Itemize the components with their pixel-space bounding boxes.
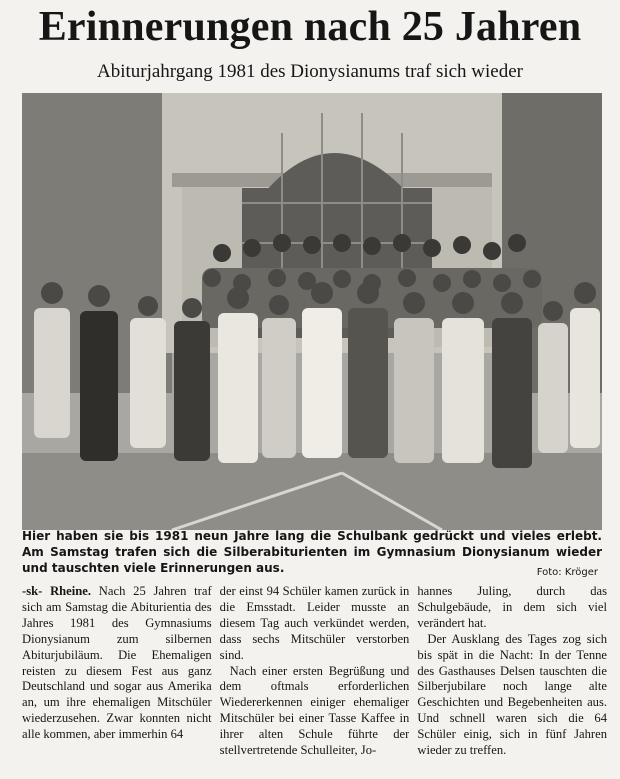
article-column-3 bbox=[417, 584, 607, 776]
headline: Erinnerungen nach 25 Jahren bbox=[38, 4, 582, 50]
article-paragraph: der einst 94 Schüler kamen zurück in die Emsstadt. Leider musste an diesem Tag auch verkündet werden, dass sechs Mitschüler verstorben sind. bbox=[219, 584, 410, 662]
article-paragraph: hannes Juling, durch das Schulgebäude, in dem sich viel verändert hat. bbox=[417, 584, 608, 630]
article-column-2 bbox=[220, 584, 410, 776]
article-paragraph: Der Ausklang des Tages zog sich bis spät in die Nacht: In der Tenne des Gasthauses Delsen tauschten die Silberjubilare noch lange alte Geschichten und Begebenheiten aus. Und schnell waren sich die 64 Schüler einig, sich in fünf Jahren wieder zu treffen. bbox=[417, 631, 608, 758]
article-column-1 bbox=[22, 584, 212, 776]
group-photo-illustration bbox=[22, 93, 602, 530]
article-paragraph bbox=[22, 584, 212, 743]
group-photo bbox=[22, 93, 602, 530]
byline: -sk- bbox=[22, 584, 43, 598]
dateline-place: Rheine. bbox=[50, 584, 92, 598]
photo-caption: Hier haben sie bis 1981 neun Jahre lang die Schulbank gedrückt und vieles erlebt. Am Samstag trafen sich die Silberabiturienten im Gymnasium Dionysianum wieder und tauschten viele Erinnerungen aus. bbox=[22, 529, 602, 575]
article-body bbox=[22, 584, 607, 776]
subheadline: Abiturjahrgang 1981 des Dionysianums traf sich wieder bbox=[96, 61, 523, 82]
article-paragraph: Nach einer ersten Begrüßung und dem oftmals erforderlichen Wiedererkennen einiger ehemaliger Mitschüler bei einer Tasse Kaffee in ihrer alten Schule führte der stellvertretende Schulleiter, Jo- bbox=[219, 663, 410, 758]
photo-credit: Foto: Kröger bbox=[536, 567, 598, 578]
paragraph-text: Nach 25 Jahren traf sich am Samstag die Abiturientia des Jahres 1981 des Gymnasiums Dionysianum zum silbernen Abiturjubiläum. Die Ehemaligen reisten zu diesem Fest aus ganz Deutschland und sogar aus Amerika an, um ihre ehemaligen Mitschüler wiederzusehen. Zwar konnten nicht alle kommen, aber immerhin 64 bbox=[22, 584, 212, 742]
